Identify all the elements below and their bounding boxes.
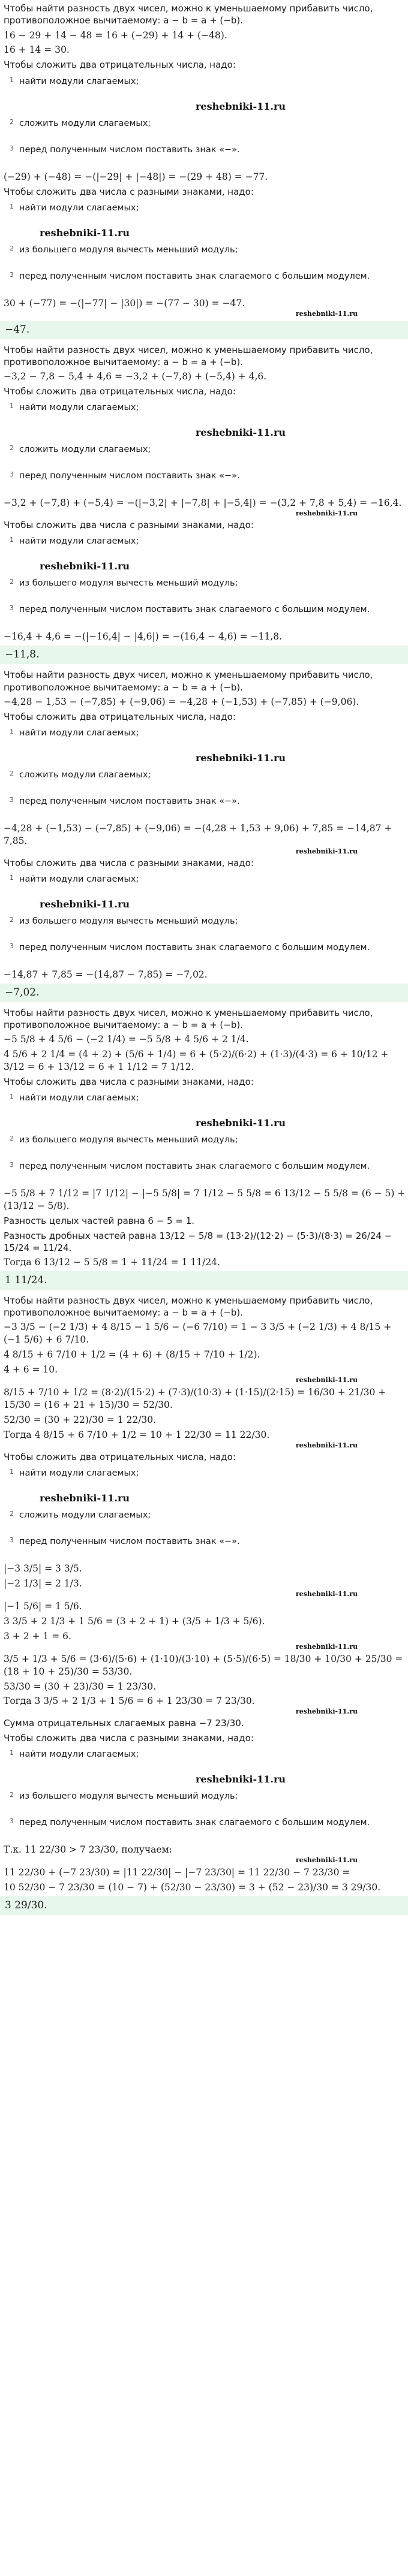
step-number: 3: [10, 1817, 14, 1825]
rule-step: [4, 874, 406, 894]
step-number: 1: [10, 728, 14, 735]
step-number: 2: [10, 244, 14, 252]
step-number: 1: [10, 1093, 14, 1101]
math-line: −5 5/8 + 4 5/6 − (−2 1/4) = −5 5/8 + 4 5/6 + 2 1/4.: [4, 1034, 249, 1045]
step-number: 3: [10, 144, 14, 152]
math-line: 52/30 = (30 + 22)/30 = 1 22/30.: [4, 1414, 157, 1425]
step-text: сложить модули слагаемых;: [19, 770, 151, 780]
watermark: reshebniki-11.ru: [40, 560, 130, 572]
solution-section-4: [0, 1005, 408, 1269]
rule-step: [4, 604, 406, 625]
answer-highlight: 3 29/30.: [0, 1896, 408, 1915]
math-line: Тогда 4 8/15 + 6 7/10 + 1/2 = 10 + 1 22/30 = 11 22/30.: [4, 1429, 270, 1440]
paragraph: Чтобы найти разность двух чисел, можно к уменьшаемому прибавить число, противоположное вычитаемому: a − b = a + (−b).: [4, 669, 373, 693]
rule-step: [4, 536, 406, 556]
rule-step: [4, 271, 406, 291]
math-line: 4 + 6 = 10.: [4, 1364, 58, 1376]
step-text: из большего модуля вычесть меньший модуль;: [19, 245, 238, 255]
answer-highlight: −11,8.: [0, 645, 408, 664]
math-line: 3 + 2 + 1 = 6.: [4, 1630, 71, 1642]
rule-step: [4, 578, 406, 598]
math-line: (−29) + (−48) = −(|−29| + |−48|) = −(29 + 48) = −77.: [4, 171, 268, 182]
math-line: 11 22/30 + (−7 23/30) = |11 22/30| − |−7 23/30| = 11 22/30 − 7 23/30 =: [4, 1866, 350, 1878]
step-number: 2: [10, 1135, 14, 1143]
step-text: найти модули слагаемых;: [19, 536, 139, 547]
math-line: −3,2 − 7,8 − 5,4 + 4,6 = −3,2 + (−7,8) + (−5,4) + 4,6.: [4, 371, 267, 382]
step-number: 3: [10, 942, 14, 951]
math-line: 8/15 + 7/10 + 1/2 = (8·2)/(15·2) + (7·3)/(10·3) + (1·15)/(2·15) = 16/30 + 21/30 + 15/30 = (16 + 21 + 15)/30 = 52/30.: [4, 1387, 386, 1411]
paragraph: Разность целых частей равна 6 − 5 = 1.: [4, 1215, 195, 1227]
rule-step: [4, 444, 406, 464]
watermark: reshebniki-11.ru: [295, 1441, 358, 1449]
watermark: reshebniki-11.ru: [295, 309, 358, 318]
rule-step: [4, 916, 406, 936]
solution-section-5: [0, 1292, 408, 1894]
math-line: |−3 3/5| = 3 3/5.: [4, 1563, 82, 1574]
paragraph: Чтобы сложить два числа с разными знаками, надо:: [4, 520, 254, 531]
rule-step: [4, 1536, 406, 1557]
step-number: 3: [10, 1536, 14, 1545]
step-number: 2: [10, 770, 14, 777]
math-line: −5 5/8 + 7 1/12 = |7 1/12| − |−5 5/8| = 7 1/12 − 5 5/8 = 6 13/12 − 5 5/8 = (6 − 5) + (13/12 − 5/8).: [4, 1188, 406, 1212]
math-line: 10 52/30 − 7 23/30 = (10 − 7) + (52/30 − 23/30) = 3 + (52 − 23)/30 = 3 29/30.: [4, 1881, 381, 1893]
step-text: сложить модули слагаемых;: [19, 1510, 151, 1521]
step-number: 3: [10, 796, 14, 804]
step-number: 2: [10, 117, 14, 126]
math-line: 16 + 14 = 30.: [4, 44, 70, 56]
paragraph: Чтобы найти разность двух чисел, можно к уменьшаемому прибавить число, противоположное вычитаемому: a − b = a + (−b).: [4, 1007, 373, 1031]
step-number: 3: [10, 270, 14, 279]
step-text: из большего модуля вычесть меньший модуль;: [19, 916, 238, 927]
watermark: reshebniki-11.ru: [295, 1376, 358, 1384]
rule-step: [4, 76, 406, 96]
math-line: 4 5/6 + 2 1/4 = (4 + 2) + (5/6 + 1/4) = 6 + (5·2)/(6·2) + (1·3)/(4·3) = 6 + 10/12 + 3/12 = 6 + 13/12 = 6 + 1 1/12 = 7 1/12.: [4, 1049, 389, 1073]
paragraph: Чтобы сложить два числа с разными знаками, надо:: [4, 1732, 254, 1744]
math-line: Тогда 6 13/12 − 5 5/8 = 1 + 11/24 = 1 11/24.: [4, 1257, 220, 1268]
step-text: перед полученным числом поставить знак «−».: [19, 144, 240, 155]
rule-step: [4, 245, 406, 265]
math-line: Тогда 3 3/5 + 2 1/3 + 1 5/6 = 6 + 1 23/30 = 7 23/30.: [4, 1696, 255, 1707]
rule-step: [4, 728, 406, 748]
step-text: из большего модуля вычесть меньший модуль;: [19, 578, 238, 589]
step-text: перед полученным числом поставить знак слагаемого с большим модулем.: [19, 1817, 370, 1827]
math-line: 16 − 29 + 14 − 48 = 16 + (−29) + 14 + (−48).: [4, 29, 227, 41]
watermark: reshebniki-11.ru: [295, 509, 358, 518]
step-number: 1: [10, 1748, 14, 1757]
paragraph: Чтобы сложить два отрицательных числа, надо:: [4, 1451, 236, 1462]
step-number: 1: [10, 202, 14, 210]
watermark: reshebniki-11.ru: [195, 427, 286, 439]
step-number: 2: [10, 1510, 14, 1518]
math-line: 4 8/15 + 6 7/10 + 1/2 = (4 + 6) + (8/15 + 7/10 + 1/2).: [4, 1349, 260, 1361]
step-text: перед полученным числом поставить знак слагаемого с большим модулем.: [19, 605, 370, 615]
rule-step: [4, 796, 406, 816]
watermark: reshebniki-11.ru: [40, 1492, 130, 1504]
rule-step: [4, 770, 406, 790]
step-text: перед полученным числом поставить знак слагаемого с большим модулем.: [19, 271, 370, 281]
step-number: 3: [10, 470, 14, 479]
step-text: сложить модули слагаемых;: [19, 445, 151, 455]
watermark: reshebniki-11.ru: [295, 1589, 358, 1598]
step-number: 1: [10, 402, 14, 411]
paragraph: Чтобы сложить два отрицательных числа, надо:: [4, 386, 236, 397]
math-line: Т.к. 11 22/30 > 7 23/30, получаем:: [4, 1844, 172, 1855]
step-number: 2: [10, 444, 14, 453]
rule-step: [4, 1817, 406, 1838]
watermark: reshebniki-11.ru: [195, 1773, 286, 1785]
math-line: −3 3/5 − (−2 1/3) + 4 8/15 − 1 5/6 − (−6 7/10) = 1 − 3 3/5 + (−2 1/3) + 4 8/15 + (−1 5/6) + 6 7/10.: [4, 1322, 392, 1346]
paragraph: Чтобы найти разность двух чисел, можно к уменьшаемому прибавить число, противоположное вычитаемому: a − b = a + (−b).: [4, 344, 373, 367]
paragraph: Чтобы найти разность двух чисел, можно к уменьшаемому прибавить число, противоположное вычитаемому: a − b = a + (−b).: [4, 1295, 373, 1319]
step-text: сложить модули слагаемых;: [19, 118, 151, 128]
rule-step: [4, 1135, 406, 1155]
watermark: reshebniki-11.ru: [295, 847, 358, 855]
rule-step: [4, 1093, 406, 1113]
step-text: найти модули слагаемых;: [19, 728, 139, 738]
math-line: |−1 5/6| = 1 5/6.: [4, 1600, 82, 1612]
step-text: найти модули слагаемых;: [19, 1093, 139, 1103]
step-text: из большего модуля вычесть меньший модуль;: [19, 1135, 238, 1145]
step-number: 1: [10, 536, 14, 544]
paragraph: Чтобы сложить два числа с разными знаками, надо:: [4, 1076, 254, 1088]
step-number: 2: [10, 578, 14, 586]
rule-step: [4, 144, 406, 165]
step-number: 3: [10, 1161, 14, 1169]
rule-step: [4, 1468, 406, 1488]
watermark: reshebniki-11.ru: [195, 1117, 286, 1129]
rule-step: [4, 470, 406, 491]
math-line: −4,28 + (−1,53) − (−7,85) + (−9,06) = −(4,28 + 1,53 + 9,06) + 7,85 = −14,87 + 7,85.: [4, 823, 392, 846]
rule-step: [4, 1791, 406, 1811]
solution-section-1: [0, 0, 408, 318]
watermark: reshebniki-11.ru: [40, 227, 130, 239]
step-text: найти модули слагаемых;: [19, 874, 139, 885]
step-text: из большего модуля вычесть меньший модуль;: [19, 1791, 238, 1801]
rule-step: [4, 118, 406, 138]
paragraph: Чтобы сложить два числа с разными знаками, надо:: [4, 857, 254, 868]
rule-step: [4, 203, 406, 223]
solution-section-2: [0, 342, 408, 644]
step-number: 1: [10, 1468, 14, 1476]
watermark: reshebniki-11.ru: [195, 100, 286, 112]
step-text: найти модули слагаемых;: [19, 1468, 139, 1479]
math-line: 53/30 = (30 + 23)/30 = 1 23/30.: [4, 1681, 157, 1692]
paragraph: Чтобы сложить два отрицательных числа, надо:: [4, 711, 236, 722]
step-text: найти модули слагаемых;: [19, 1749, 139, 1759]
math-line: |−2 1/3| = 2 1/3.: [4, 1577, 82, 1589]
step-number: 1: [10, 76, 14, 84]
watermark: reshebniki-11.ru: [295, 1856, 358, 1864]
rule-step: [4, 1510, 406, 1530]
watermark: reshebniki-11.ru: [195, 752, 286, 764]
math-line: −4,28 − 1,53 − (−7,85) + (−9,06) = −4,28 + (−1,53) + (−7,85) + (−9,06).: [4, 696, 359, 707]
watermark: reshebniki-11.ru: [40, 898, 130, 910]
watermark: reshebniki-11.ru: [295, 1708, 358, 1716]
watermark: reshebniki-11.ru: [295, 1642, 358, 1651]
paragraph: Чтобы сложить два числа с разными знаками, надо:: [4, 186, 254, 197]
answer-highlight: −47.: [0, 321, 408, 339]
step-number: 2: [10, 916, 14, 924]
step-text: найти модули слагаемых;: [19, 403, 139, 413]
math-line: 30 + (−77) = −(|−77| − |30|) = −(77 − 30) = −47.: [4, 297, 245, 309]
rule-step: [4, 942, 406, 963]
step-text: перед полученным числом поставить знак слагаемого с большим модулем.: [19, 943, 370, 953]
step-number: 3: [10, 604, 14, 613]
math-line: −16,4 + 4,6 = −(|−16,4| − |4,6|) = −(16,4 − 4,6) = −11,8.: [4, 631, 282, 643]
rule-step: [4, 1161, 406, 1181]
solution-section-3: [0, 666, 408, 981]
paragraph: Разность дробных частей равна 13/12 − 5/8 = (13·2)/(12·2) − (5·3)/(8·3) = 26/24 − 15/24 = 11/24.: [4, 1230, 392, 1253]
step-text: найти модули слагаемых;: [19, 203, 139, 213]
answer-highlight: −7,02.: [0, 984, 408, 1002]
paragraph: Чтобы сложить два отрицательных числа, надо:: [4, 59, 236, 71]
math-line: 3 3/5 + 2 1/3 + 1 5/6 = (3 + 2 + 1) + (3/5 + 1/3 + 5/6).: [4, 1615, 265, 1627]
step-text: перед полученным числом поставить знак «−».: [19, 1537, 240, 1547]
step-text: перед полученным числом поставить знак «−».: [19, 797, 240, 806]
paragraph: Чтобы найти разность двух чисел, можно к уменьшаемому прибавить число, противоположное вычитаемому: a − b = a + (−b).: [4, 3, 373, 26]
step-number: 2: [10, 1790, 14, 1799]
step-number: 1: [10, 874, 14, 882]
paragraph: Сумма отрицательных слагаемых равна −7 23/30.: [4, 1718, 244, 1729]
answer-highlight: 1 11/24.: [0, 1271, 408, 1290]
step-text: перед полученным числом поставить знак «−».: [19, 471, 240, 481]
step-text: перед полученным числом поставить знак слагаемого с большим модулем.: [19, 1162, 370, 1172]
rule-step: [4, 402, 406, 423]
math-line: −3,2 + (−7,8) + (−5,4) = −(|−3,2| + |−7,8| + |−5,4|) = −(3,2 + 7,8 + 5,4) = −16,4.: [4, 497, 402, 509]
rule-step: [4, 1749, 406, 1769]
math-line: 3/5 + 1/3 + 5/6 = (3·6)/(5·6) + (1·10)/(3·10) + (5·5)/(6·5) = 18/30 + 10/30 + 25/30 = (18 + 10 + 25)/30 = 53/30.: [4, 1653, 403, 1677]
step-text: найти модули слагаемых;: [19, 76, 139, 86]
math-line: −14,87 + 7,85 = −(14,87 − 7,85) = −7,02.: [4, 969, 208, 981]
